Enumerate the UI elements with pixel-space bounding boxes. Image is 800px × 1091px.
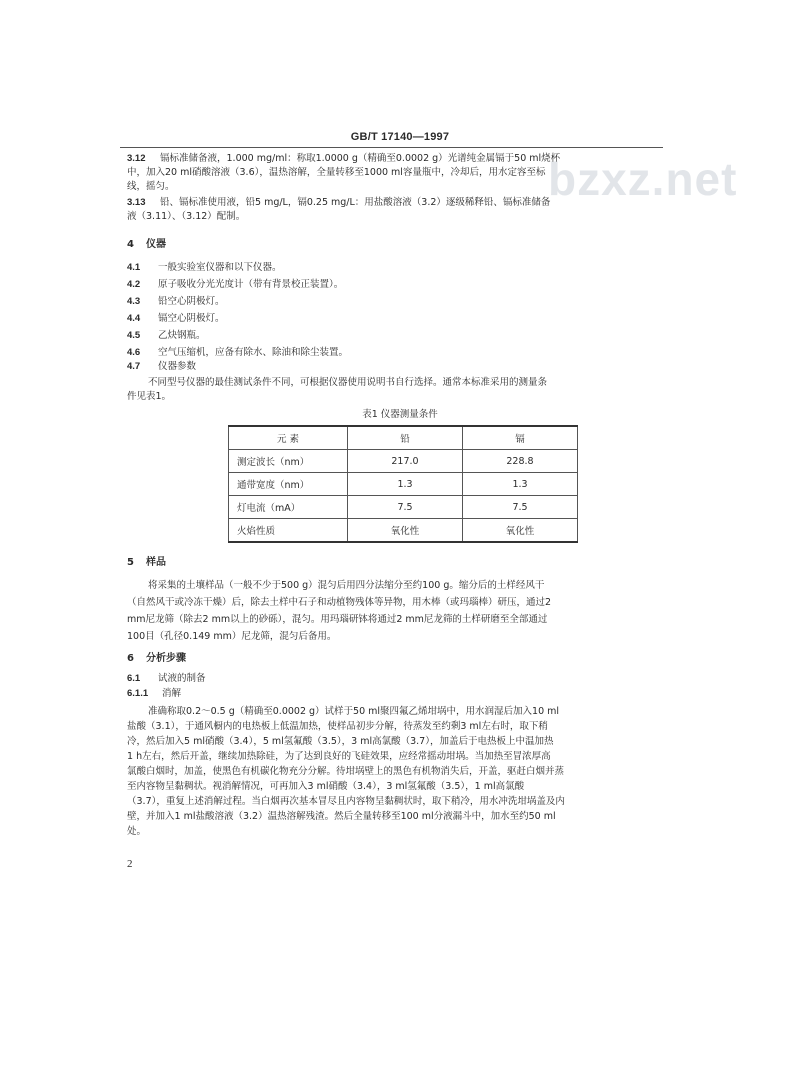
clause-4-6-number: 4.6: [127, 347, 141, 358]
clause-4-3-number: 4.3: [127, 296, 141, 307]
paragraph-line: （3.7），重复上述消解过程。当白烟再次基本冒尽且内容物呈黏稠状时，取下稍冷，用水冲洗坩埚盖及内: [127, 796, 565, 807]
clause-3-13-line: 铅、镉标准使用液，铅5 mg/L，镉0.25 mg/L：用盐酸溶液（3.2）逐级稀释铅、镉标准储备: [160, 197, 551, 208]
paragraph-line: 冷，然后加入5 ml硝酸（3.4），5 ml氢氟酸（3.5），3 ml高氯酸（3.7），加盖后于电热板上中温加热: [127, 736, 554, 747]
section-4-number: 4: [127, 239, 134, 250]
table-caption: 表1 仪器测量条件: [362, 409, 438, 420]
clause-4-1-number: 4.1: [127, 262, 141, 273]
table-cell: 灯电流（mA）: [229, 496, 348, 519]
table-cell: 通带宽度（nm）: [229, 473, 348, 496]
table-row: [229, 473, 578, 496]
clause-3-12-line: 中，加入20 ml硝酸溶液（3.6），温热溶解，全量转移至1000 ml容量瓶中，冷却后，用水定容至标: [127, 167, 546, 178]
paragraph-line: 1 h左右，然后开盖，继续加热除硅，为了达到良好的飞硅效果，应经常摇动坩埚。当加热至冒浓厚高: [127, 751, 551, 762]
header-rule: [120, 147, 663, 148]
page-number: 2: [127, 858, 133, 870]
paragraph-line: 至内容物呈黏稠状。视消解情况，可再加入3 ml硝酸（3.4），3 ml氢氟酸（3.5），1 ml高氯酸: [127, 781, 525, 792]
table-cell: 测定波长（nm）: [229, 450, 348, 473]
section-5-number: 5: [127, 557, 134, 568]
table-row: [229, 519, 578, 543]
standard-header: GB/T 17140—1997: [350, 131, 450, 143]
clause-6-1-number: 6.1: [127, 673, 141, 684]
clause-4-4-number: 4.4: [127, 313, 141, 324]
table-cell: 228.8: [463, 450, 578, 473]
table-cell: 7.5: [463, 496, 578, 519]
clause-6-1-1-number: 6.1.1: [127, 688, 149, 699]
section-6-number: 6: [127, 653, 134, 664]
table-cell: 火焰性质: [229, 519, 348, 543]
clause-4-5-number: 4.5: [127, 330, 141, 341]
table-cell: 氧化性: [348, 519, 463, 543]
paragraph-line: 100目（孔径0.149 mm）尼龙筛，混匀后备用。: [127, 631, 337, 642]
clause-4-5-text: 乙炔钢瓶。: [158, 330, 206, 341]
clause-3-13-number: 3.13: [127, 197, 146, 208]
paragraph-line: mm尼龙筛（除去2 mm以上的砂砾），混匀。用玛瑙研钵将通过2 mm尼龙筛的土样研磨至全部通过: [127, 614, 548, 625]
table-cell: 氧化性: [463, 519, 578, 543]
table-cell: 7.5: [348, 496, 463, 519]
table-header-cell: 镉: [463, 426, 578, 450]
watermark: bzxz.net: [548, 153, 738, 205]
clause-3-13-line: 液（3.11）、（3.12）配制。: [127, 211, 246, 222]
paragraph-line: 处。: [127, 826, 147, 837]
clause-4-2-text: 原子吸收分光光度计（带有背景校正装置）。: [158, 279, 344, 290]
table-row: [229, 450, 578, 473]
instrument-conditions-table: [228, 425, 578, 543]
section-5-title: 样品: [146, 557, 166, 568]
paragraph-line: （自然风干或冷冻干燥）后，除去土样中石子和动植物残体等异物，用木棒（或玛瑙棒）研压，通过2: [127, 597, 552, 608]
clause-3-12-line: 线，摇匀。: [127, 181, 175, 192]
table-cell: 1.3: [463, 473, 578, 496]
clause-4-1-text: 一般实验室仪器和以下仪器。: [158, 262, 282, 273]
table-cell: 1.3: [348, 473, 463, 496]
paragraph-line: 准确称取0.2～0.5 g（精确至0.0002 g）试样于50 ml聚四氟乙烯坩埚中，用水润湿后加入10 ml: [148, 706, 560, 717]
paragraph-line: 将采集的土壤样品（一般不少于500 g）混匀后用四分法缩分至约100 g。缩分后的土样经风干: [148, 580, 545, 591]
clause-4-7-number: 4.7: [127, 361, 141, 372]
clause-4-4-text: 镉空心阴极灯。: [158, 313, 225, 324]
clause-4-3-text: 铅空心阴极灯。: [158, 296, 225, 307]
paragraph-line: 件见表1。: [127, 391, 172, 402]
table-cell: 217.0: [348, 450, 463, 473]
clause-4-7-text: 仪器参数: [158, 361, 197, 372]
clause-6-1-1-text: 消解: [162, 688, 182, 699]
clause-4-2-number: 4.2: [127, 279, 141, 290]
clause-6-1-text: 试液的制备: [158, 673, 206, 684]
clause-3-12-line: 镉标准储备液，1.000 mg/ml：称取1.0000 g（精确至0.0002 g）光谱纯金属镉于50 ml烧杯: [160, 153, 561, 164]
paragraph-line: 盐酸（3.1），于通风橱内的电热板上低温加热，使样品初步分解，待蒸发至约剩3 ml左右时，取下稍: [127, 721, 548, 732]
clause-3-12-number: 3.12: [127, 153, 146, 164]
table-row: [229, 496, 578, 519]
paragraph-line: 氯酸白烟时，加盖，使黑色有机碳化物充分分解。待坩埚壁上的黑色有机物消失后，开盖，驱赶白烟并蒸: [127, 766, 565, 777]
section-6-title: 分析步骤: [146, 653, 186, 664]
paragraph-line: 不同型号仪器的最佳测试条件不同，可根据仪器使用说明书自行选择。通常本标准采用的测量条: [148, 377, 548, 388]
section-4-title: 仪器: [146, 239, 166, 250]
table-header-row: [229, 426, 578, 450]
paragraph-line: 壁，并加入1 ml盐酸溶液（3.2）温热溶解残渣。然后全量转移至100 ml分液漏斗中，加水至约50 ml: [127, 811, 556, 822]
table-header-cell: 铅: [348, 426, 463, 450]
table-header-cell: 元 素: [229, 426, 348, 450]
clause-4-6-text: 空气压缩机，应备有除水、除油和除尘装置。: [158, 347, 349, 358]
